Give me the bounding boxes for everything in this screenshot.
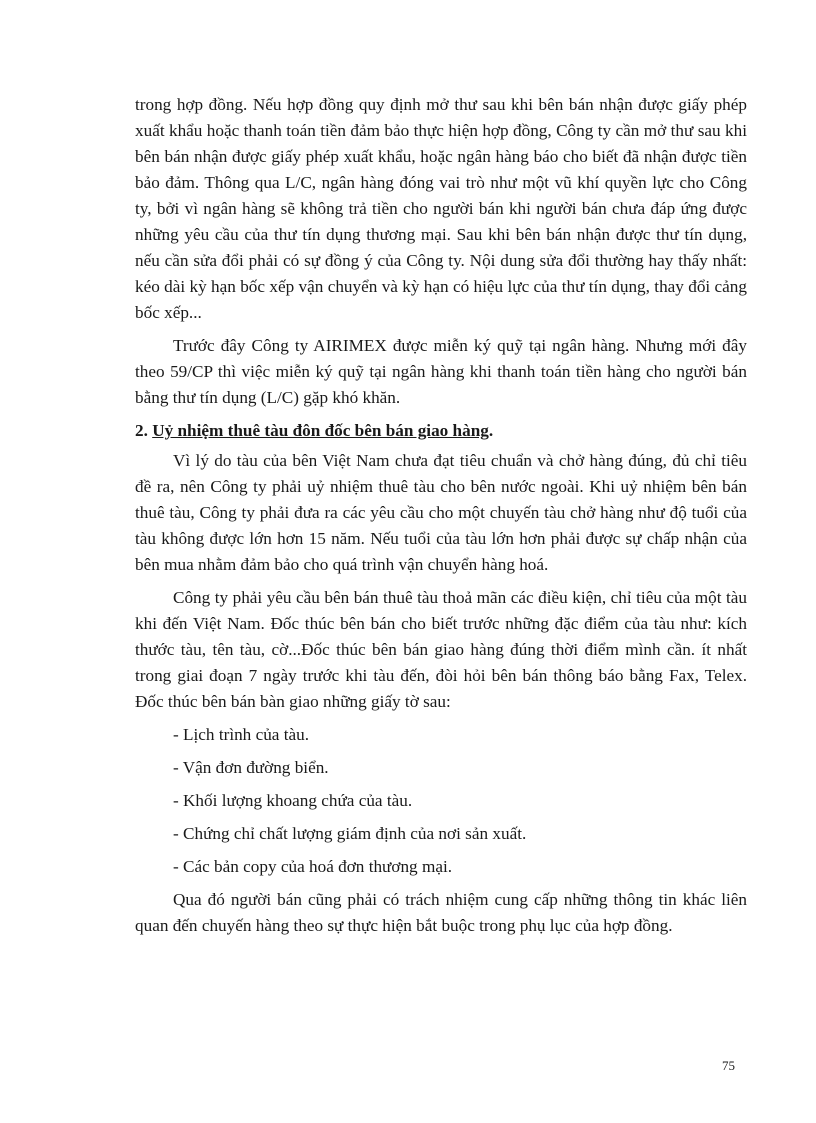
section-title: Uỷ nhiệm thuê tàu đôn đốc bên bán giao hàng	[152, 421, 489, 440]
paragraph-airimex-deposit: Trước đây Công ty AIRIMEX được miễn ký quỹ tại ngân hàng. Nhưng mới đây theo 59/CP thì việc miễn ký quỹ tại ngân hàng khi thanh toán tiền hàng cho người bán bằng thư tín dụng (L/C) gặp khó khăn.	[135, 336, 747, 407]
paragraph-seller-requirements: Công ty phải yêu cầu bên bán thuê tàu thoả mãn các điều kiện, chỉ tiêu của một tàu khi đến Việt Nam. Đốc thúc bên bán cho biết trước những đặc điểm của tàu như: kích thước tàu, tên tàu, cờ...Đốc thúc bên bán giao hàng đúng thời điểm mình cần. ít nhất trong giai đoạn 7 ngày trước khi tàu đến, đòi hỏi bên bán thông báo bằng Fax, Telex. Đốc thúc bên bán bàn giao những giấy tờ sau:	[135, 588, 747, 711]
section-title-period: .	[488, 421, 494, 440]
list-item: - Chứng chỉ chất lượng giám định của nơi sản xuất.	[173, 824, 527, 843]
section-number: 2.	[135, 421, 148, 440]
paragraph-closing: Qua đó người bán cũng phải có trách nhiệm cung cấp những thông tin khác liên quan đến chuyến hàng theo sự thực hiện bắt buộc trong phụ lục của hợp đồng.	[135, 890, 747, 935]
list-item: - Các bản copy của hoá đơn thương mại.	[173, 857, 453, 876]
paragraph-ship-chartering: Vì lý do tàu của bên Việt Nam chưa đạt tiêu chuẩn và chở hàng đúng, đủ chỉ tiêu đề ra, nên Công ty phải uỷ nhiệm thuê tàu cho bên nước ngoài. Khi uỷ nhiệm bên bán thuê tàu, Công ty phải đưa ra các yêu cầu cho một chuyến tàu chở hàng như độ tuổi của tàu không được lớn hơn 15 năm. Nếu tuổi của tàu lớn hơn phải được sự chấp nhận của bên mua nhằm đảm bảo cho quá trình vận chuyển hàng hoá.	[135, 451, 747, 574]
page-number: 75	[722, 1058, 735, 1073]
list-item: - Khối lượng khoang chứa của tàu.	[173, 791, 413, 810]
section-heading	[135, 418, 747, 444]
paragraph-continuation: trong hợp đồng. Nếu hợp đồng quy định mở thư sau khi bên bán nhận được giấy phép xuất khẩu hoặc thanh toán tiền đảm bảo thực hiện hợp đồng, Công ty cần mở thư sau khi bên bán nhận được giấy phép xuất khẩu, hoặc ngân hàng báo cho biết đã nhận được tiền bảo đảm. Thông qua L/C, ngân hàng đóng vai trò như một vũ khí quyền lực cho Công ty, bởi vì ngân hàng sẽ không trả tiền cho người bán khi người bán chưa đáp ứng được những yêu cầu của thư tín dụng thương mại. Sau khi bên bán nhận được thư tín dụng, nếu cần sửa đổi phải có sự đồng ý của Công ty. Nội dung sửa đổi thường hay thấy nhất: kéo dài kỳ hạn bốc xếp vận chuyển và kỳ hạn có hiệu lực của thư tín dụng, thay đổi cảng bốc xếp...	[135, 95, 747, 322]
list-item: - Vận đơn đường biển.	[173, 758, 329, 777]
documents-list	[135, 722, 747, 880]
list-item: - Lịch trình của tàu.	[173, 725, 310, 744]
document-body	[135, 92, 747, 946]
